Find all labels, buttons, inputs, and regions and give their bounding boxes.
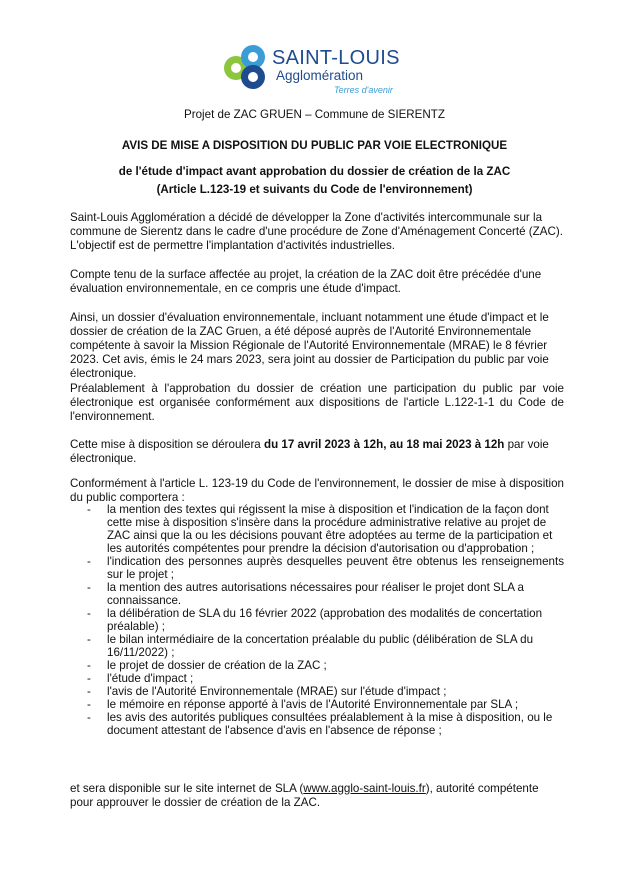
list-item: - le bilan intermédiaire de la concertation préalable du public (délibération de SLA du 16/11/2022) ; [70, 633, 564, 659]
list-item: - la délibération de SLA du 16 février 2022 (approbation des modalités de concertation préalable) ; [70, 607, 564, 633]
website-link[interactable]: www.agglo-saint-louis.fr [303, 782, 426, 795]
logo-emblem-icon [222, 42, 270, 90]
list-item: - l'indication des personnes auprès desquelles peuvent être obtenus les renseignements sur le projet ; [70, 555, 564, 581]
paragraph-availability [70, 782, 564, 810]
logo-tagline: Terres d'avenir [334, 85, 393, 95]
availability-suffix: ), autorité compétente pour approuver le dossier de création de la ZAC. [70, 782, 539, 809]
list-item: - l'avis de l'Autorité Environnementale (MRAE) sur l'étude d'impact ; [70, 685, 564, 698]
paragraph-evaluation: Compte tenu de la surface affectée au projet, la création de la ZAC doit être précédée d'une évaluation environnementale, en ce compris une étude d'impact. [70, 268, 542, 295]
legal-reference: (Article L.123-19 et suivants du Code de l'environnement) [156, 183, 473, 196]
dates-range: du 17 avril 2023 à 12h, au 18 mai 2023 à 12h [263, 438, 505, 451]
dossier-contents-list [70, 503, 564, 737]
availability-prefix: et sera disponible sur le site internet de SLA ( [70, 782, 304, 795]
paragraph-dates [70, 438, 564, 466]
document-subtitle: de l'étude d'impact avant approbation du dossier de création de la ZAC [118, 165, 511, 178]
logo-name: SAINT-LOUIS [272, 47, 400, 69]
paragraph-dossier: Ainsi, un dossier d'évaluation environnementale, incluant notamment une étude d'impact et le dossier de création de la ZAC Gruen, a été déposé auprès de l'Autorité Environnementale compétente à savoir la Mission Régionale de l'Autorité Environnementale (MRAE) le 8 février 2023. Cet avis, émis le 24 mars 2023, sera joint au dossier de Participation du public par voie électronique. [70, 311, 549, 380]
paragraph-context: Saint-Louis Agglomération a décidé de développer la Zone d'activités intercommunale sur la commune de Sierentz dans le cadre d'une procédure de Zone d'Aménagement Concerté (ZAC). L'objectif est de permettre l'implantation d'activités industrielles. [70, 211, 563, 252]
dates-suffix: par voie électronique. [70, 438, 549, 465]
saint-louis-agglomeration-logo [222, 42, 422, 104]
list-item: - les avis des autorités publiques consultées préalablement à la mise à disposition, ou le document attestant de l'absence d'avis en l'absence de réponse ; [70, 711, 564, 737]
project-line: Projet de ZAC GRUEN – Commune de SIERENTZ [184, 108, 445, 121]
list-item: - la mention des autres autorisations nécessaires pour réaliser le projet dont SLA a connaissance. [70, 581, 564, 607]
document-title: AVIS DE MISE A DISPOSITION DU PUBLIC PAR VOIE ELECTRONIQUE [121, 139, 508, 152]
paragraph-contents-intro: Conformément à l'article L. 123-19 du Code de l'environnement, le dossier de mise à disposition du public comportera : [70, 477, 564, 504]
list-item: - le mémoire en réponse apporté à l'avis de l'Autorité Environnementale par SLA ; [70, 698, 564, 711]
paragraph-participation: Préalablement à l'approbation du dossier de création une participation du public par voie électronique est organisée conformément aux dispositions de l'article L.122-1-1 du Code de l'environnement. [70, 382, 564, 423]
dates-prefix: Cette mise à disposition se déroulera [70, 438, 264, 451]
list-item: - la mention des textes qui régissent la mise à disposition et l'indication de la façon dont cette mise à disposition s'insère dans la procédure administrative relative au projet de ZAC ainsi que la ou les décisions pouvant être adoptées au terme de la participation et les autorités compétentes pour prendre la décision d'autorisation ou d'approbation ; [70, 503, 564, 555]
list-item: - le projet de dossier de création de la ZAC ; [70, 659, 564, 672]
logo-subtitle: Agglomération [276, 68, 364, 83]
list-item: - l'étude d'impact ; [70, 672, 564, 685]
